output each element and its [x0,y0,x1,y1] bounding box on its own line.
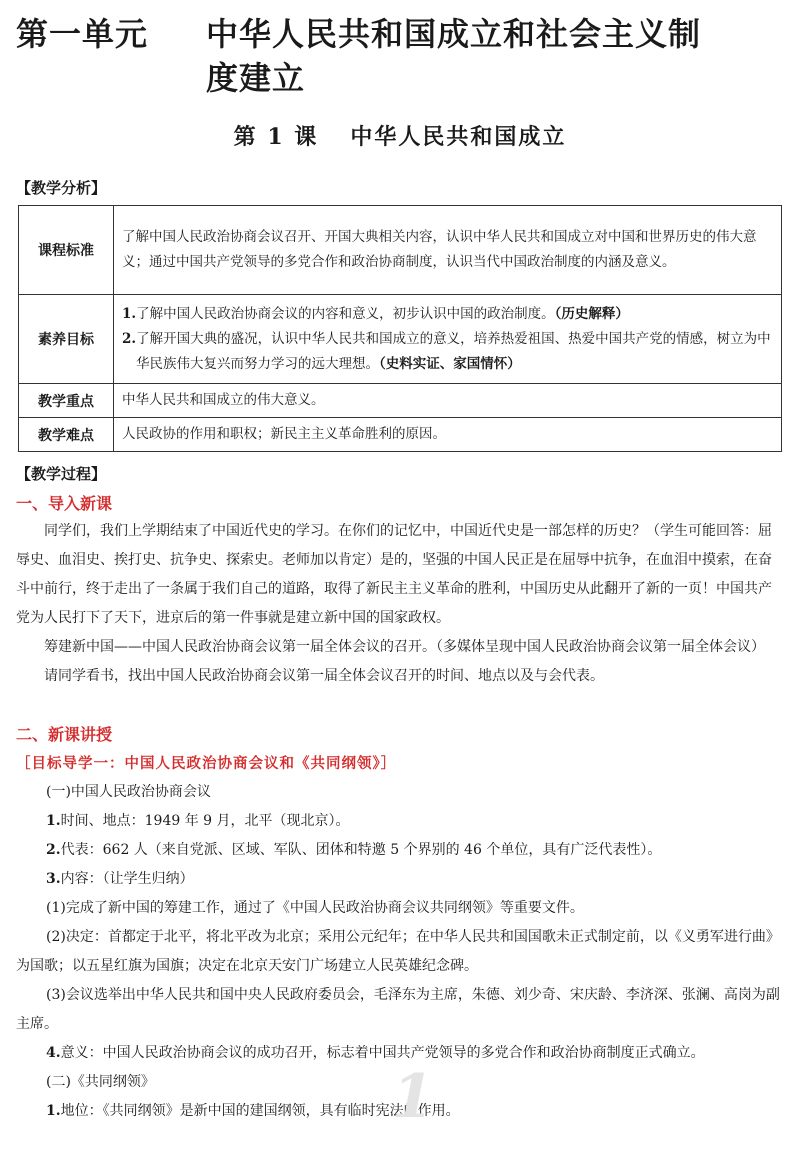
intro-body [16,517,784,691]
subheading-1: (一)中国人民政治协商会议 [46,784,211,800]
unit-title [16,12,784,100]
unit-label: 第一单元 [16,15,149,53]
row-key: 教学难点 [19,418,114,452]
list-item: 2.代表：662 人（来自党派、区域、军队、团体和特邀 5 个界别的 46 个单位，具有广泛代表性）。 [46,842,662,858]
list-item: 4.意义：中国人民政治协商会议的成功召开，标志着中国共产党领导的多党合作和政治协商制度正式确立。 [46,1045,705,1061]
goal-item-1: 1.了解中国人民政治协商会议的内容和意义，初步认识中国的政治制度。（历史解释） [122,305,629,322]
table-row [19,384,782,418]
row-value [114,295,782,384]
unit-title-line1: 中华人民共和国成立和社会主义制 [206,15,702,53]
page [16,0,784,1164]
intro-paragraph-2: 筹建新中国——中国人民政治协商会议第一届全体会议的召开。（多媒体呈现中国人民政治协商会议第一届全体会议） [44,639,765,655]
row-key: 教学重点 [19,384,114,418]
lesson-number: 第 1 课 [233,124,319,150]
analysis-label: 【教学分析】 [16,179,107,197]
table-row [19,206,782,295]
row-value: 了解中国人民政治协商会议召开、开国大典相关内容，认识中华人民共和国成立对中国和世界历史的伟大意义；通过中国共产党领导的多党合作和政治协商制度，认识当代中国政治制度的内涵及意义。 [114,206,782,295]
list-item: 3.内容：（让学生归纳） [46,871,194,887]
section-intro-title: 一、导入新课 [16,494,113,513]
row-value: 人民政协的作用和职权；新民主主义革命胜利的原因。 [114,418,782,452]
row-key: 课程标准 [19,206,114,295]
subheading-2: (二)《共同纲领》 [46,1074,155,1090]
process-label: 【教学过程】 [16,465,107,483]
content-item-2: (2)决定：首都定于北平，将北平改为北京；采用公元纪年；在中华人民共和国国歌未正式制定前，以《义勇军进行曲》为国歌；以五星红旗为国旗；决定在北京天安门广场建立人民英雄纪念碑。 [16,929,780,974]
lesson-title [16,120,784,151]
intro-paragraph-1: 同学们，我们上学期结束了中国近代史的学习。在你们的记忆中，中国近代史是一部怎样的历史？（学生可能回答：屈辱史、血泪史、挨打史、抗争史、探索史。老师加以肯定）是的，坚强的中国人民正是在屈辱中抗争，在血泪中摸索，在奋斗中前行，终于走出了一条属于我们自己的道路，取得了新民主主义革命的胜利，中国历史从此翻开了新的一页！中国共产党为人民打下了天下，进京后的第一件事就是建立新中国的国家政权。 [16,523,772,626]
intro-paragraph-3: 请同学看书，找出中国人民政治协商会议第一届全体会议召开的时间、地点以及与会代表。 [44,668,604,684]
list-item: 1.地位：《共同纲领》是新中国的建国纲领，具有临时宪法的作用。 [46,1103,460,1119]
table-row [19,295,782,384]
row-key: 素养目标 [19,295,114,384]
lesson-name: 中华人民共和国成立 [350,124,567,150]
page-number: 1 [392,1062,434,1132]
analysis-table [18,205,782,452]
row-value: 中华人民共和国成立的伟大意义。 [114,384,782,418]
table-row [19,418,782,452]
list-item: 1.时间、地点：1949 年 9 月，北平（现北京）。 [46,813,350,829]
unit-title-line2: 度建立 [206,59,306,97]
section-new-title: 二、新课讲授 [16,725,113,744]
goal-banner: ［目标导学一：中国人民政治协商会议和《共同纲领》］ [16,755,397,772]
content-item-1: (1)完成了新中国的筹建工作，通过了《中国人民政治协商会议共同纲领》等重要文件。 [46,900,584,916]
content-item-3: (3)会议选举出中华人民共和国中央人民政府委员会，毛泽东为主席，朱德、刘少奇、宋庆龄、李济深、张澜、高岗为副主席。 [16,987,780,1032]
goal-item-2: 2.了解开国大典的盛况，认识中华人民共和国成立的意义，培养热爱祖国、热爱中国共产党的情感，树立为中华民族伟大复兴而努力学习的远大理想。（史料实证、家国情怀） [122,330,771,372]
